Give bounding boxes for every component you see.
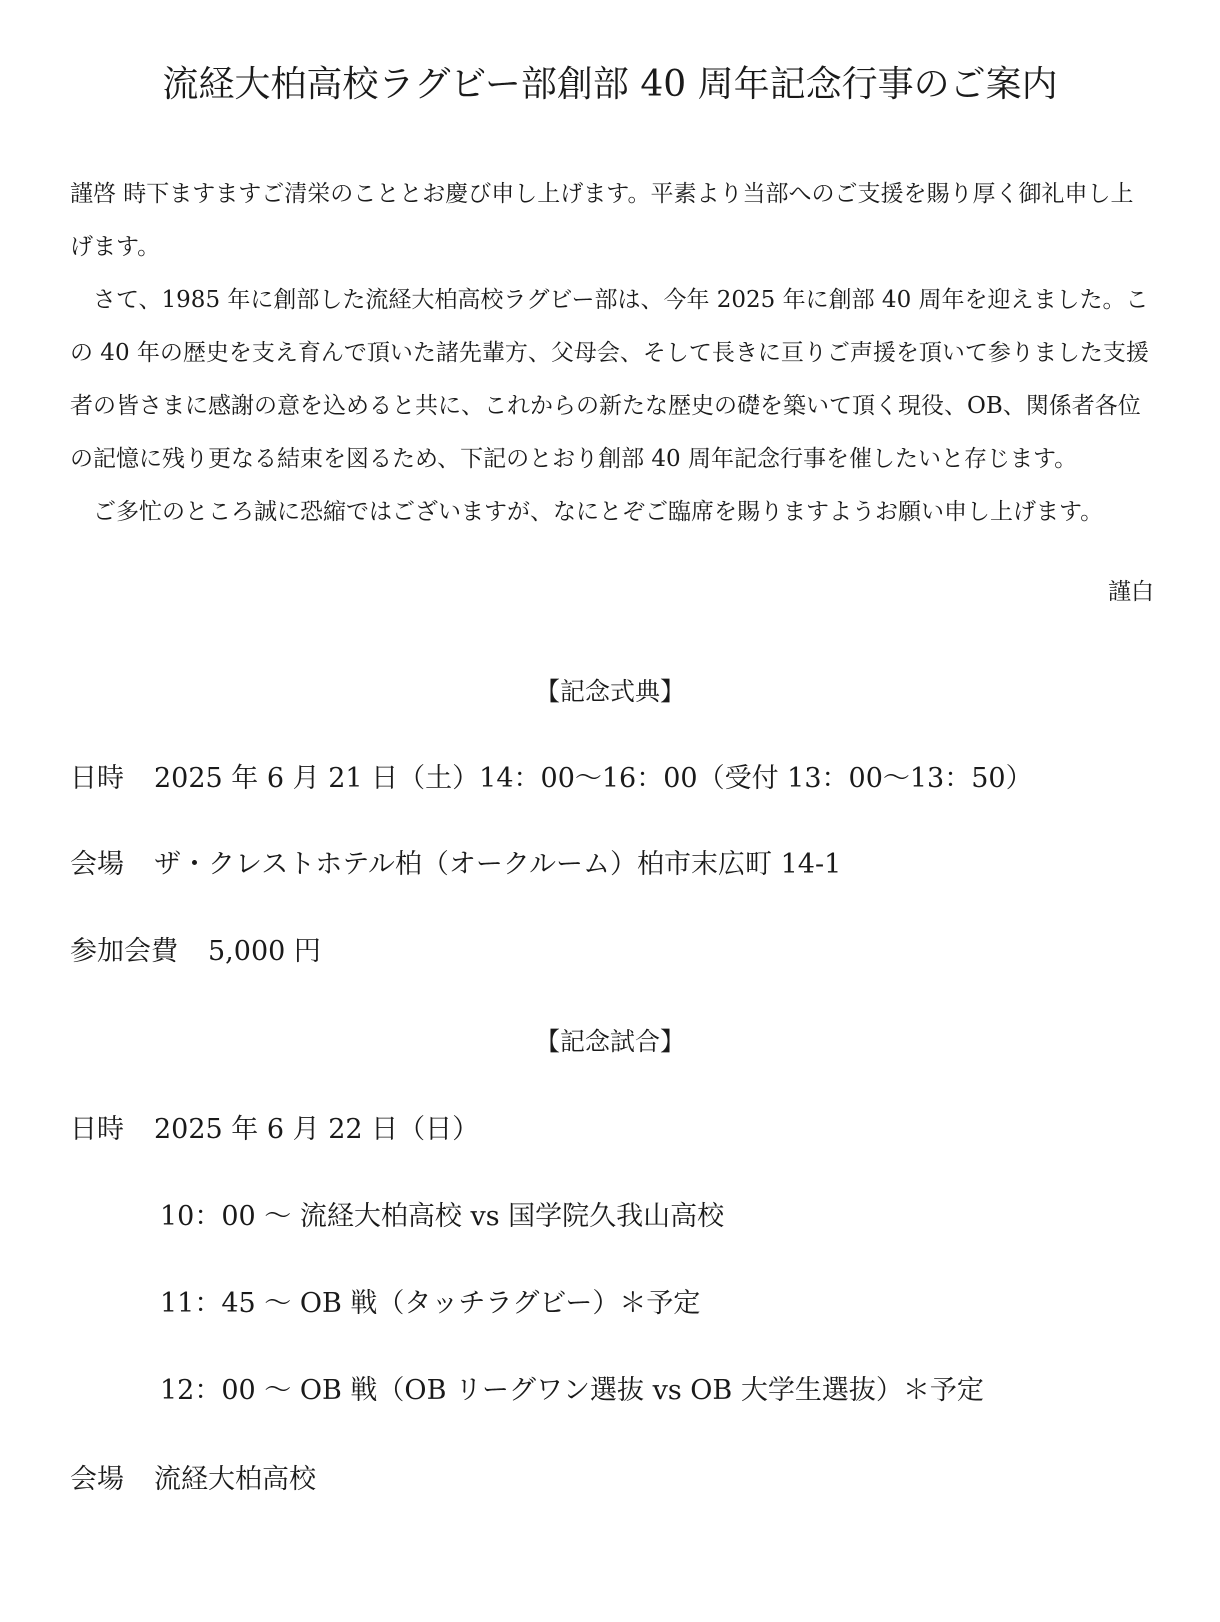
- match-datetime-label: 日時: [70, 1114, 124, 1145]
- match-schedule-item: 11：45 〜 OB 戦（タッチラグビー）＊予定: [160, 1288, 701, 1319]
- match-datetime-value: 2025 年 6 月 22 日（日）: [154, 1114, 480, 1145]
- ceremony-datetime-row: [70, 759, 1033, 799]
- match-heading: 【記念試合】: [534, 1027, 685, 1056]
- ceremony-fee-row: [70, 932, 321, 972]
- match-schedule-item: 10：00 〜 流経大柏高校 vs 国学院久我山高校: [160, 1201, 725, 1232]
- ceremony-fee-label: 参加会費: [70, 936, 178, 967]
- letter-closing: 謹白: [1108, 579, 1154, 605]
- ceremony-datetime-label: 日時: [70, 763, 124, 794]
- letter-body: [70, 168, 1150, 539]
- ceremony-fee-value: 5,000 円: [208, 936, 321, 967]
- match-venue-value: 流経大柏高校: [154, 1464, 316, 1495]
- ceremony-venue-label: 会場: [70, 849, 124, 880]
- ceremony-heading: 【記念式典】: [534, 677, 685, 706]
- ceremony-venue-row: [70, 845, 841, 885]
- letter-paragraph: ご多忙のところ誠に恐縮ではございますが、なにとぞご臨席を賜りますようお願い申し上げます。: [93, 499, 1104, 525]
- document-title: 流経大柏高校ラグビー部創部 40 周年記念行事のご案内: [162, 64, 1058, 105]
- ceremony-venue-value: ザ・クレストホテル柏（オークルーム）柏市末広町 14-1: [154, 849, 842, 880]
- ceremony-datetime-value: 2025 年 6 月 21 日（土）14：00〜16：00（受付 13：00〜13：50）: [154, 763, 1033, 794]
- match-venue-label: 会場: [70, 1464, 124, 1495]
- match-schedule-item: 12：00 〜 OB 戦（OB リーグワン選抜 vs OB 大学生選抜）＊予定: [160, 1375, 984, 1406]
- match-venue-row: [70, 1460, 316, 1500]
- letter-paragraph: 謹啓 時下ますますご清栄のこととお慶び申し上げます。平素より当部へのご支援を賜り厚く御礼申し上げます。: [70, 181, 1134, 260]
- letter-paragraph: さて、1985 年に創部した流経大柏高校ラグビー部は、今年 2025 年に創部 40 周年を迎えました。この 40 年の歴史を支え育んで頂いた諸先輩方、父母会、そして長きに亘りご声援を頂いて参りました支援者の皆さまに感謝の意を込めると共に、これからの新たな歴史の礎を築いて頂く現役、OB、関係者各位の記憶に残り更なる結束を図るため、下記のとおり創部 40 周年記念行事を催したいと存じます。: [70, 287, 1149, 472]
- match-datetime-row: [70, 1110, 479, 1150]
